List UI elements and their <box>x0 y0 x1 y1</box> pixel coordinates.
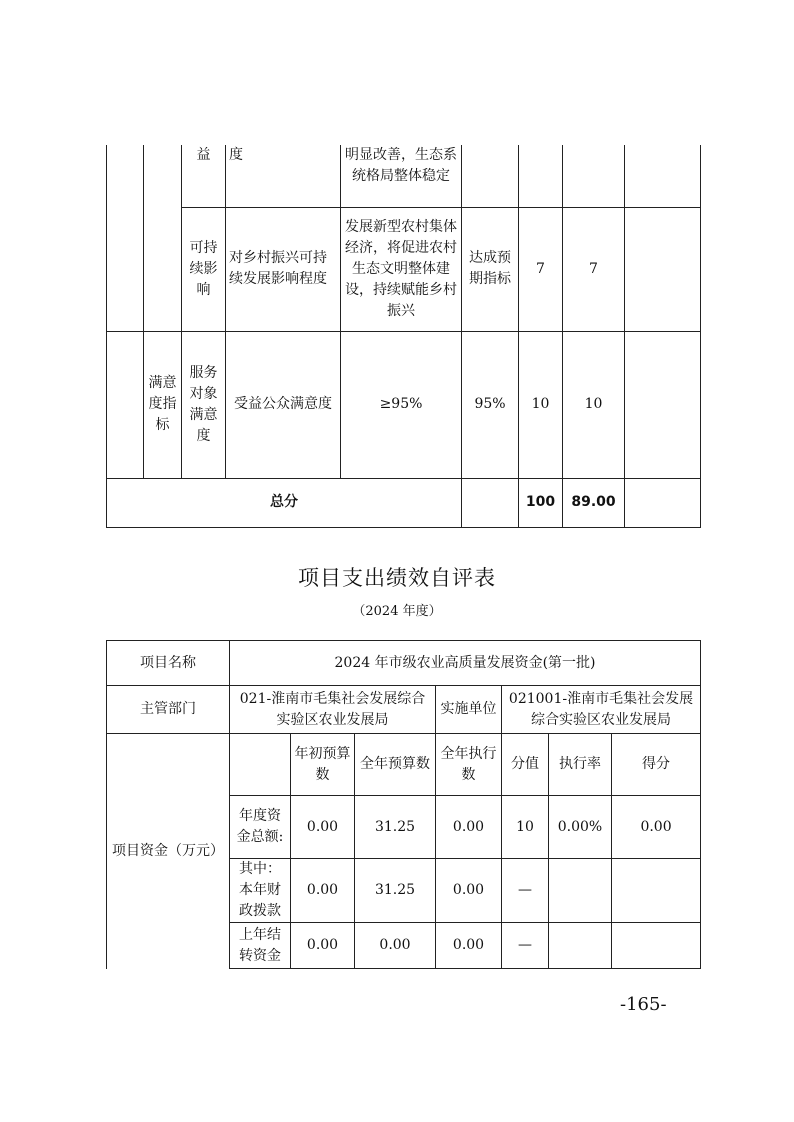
table-cell: 满意度指标 <box>144 331 182 478</box>
table-cell: 0.00 <box>355 923 436 969</box>
table-cell <box>625 331 701 478</box>
table-cell: 7 <box>563 207 625 331</box>
table-cell: — <box>502 923 549 969</box>
table-cell <box>625 478 701 527</box>
table-cell: 10 <box>563 331 625 478</box>
impl-label: 实施单位 <box>436 686 502 734</box>
project-name-label: 项目名称 <box>107 641 230 686</box>
table-row <box>107 641 701 686</box>
table-cell: 0.00 <box>436 796 502 859</box>
header-cell: 分值 <box>502 734 549 796</box>
table-row <box>107 686 701 734</box>
table-row <box>107 207 701 331</box>
row-label: 上年结转资金 <box>230 923 291 969</box>
table-cell: 31.25 <box>355 859 436 923</box>
row-label: 其中：本年财政拨款 <box>230 859 291 923</box>
table-cell <box>462 145 519 207</box>
table-cell: — <box>502 859 549 923</box>
table-cell: 10 <box>519 331 563 478</box>
table-cell: 0.00% <box>549 796 612 859</box>
page-number: -165- <box>620 994 667 1015</box>
dept-value: 021-淮南市毛集社会发展综合实验区农业发展局 <box>230 686 436 734</box>
header-cell: 年初预算数 <box>291 734 355 796</box>
total-cell: 100 <box>519 478 563 527</box>
table-cell <box>549 859 612 923</box>
table-cell <box>107 145 144 331</box>
table-cell <box>230 734 291 796</box>
page-subtitle: （2024 年度） <box>352 604 442 619</box>
indicator-table <box>106 145 701 528</box>
table-row <box>107 331 701 478</box>
table-cell: 服务对象满意度 <box>182 331 226 478</box>
table-cell <box>625 207 701 331</box>
table-cell <box>144 145 182 331</box>
self-evaluation-table <box>106 640 701 969</box>
table-cell: 可持续影响 <box>182 207 226 331</box>
table-cell: 度 <box>226 145 341 207</box>
table-cell: 发展新型农村集体经济，将促进农村生态文明整体建设，持续赋能乡村振兴 <box>341 207 462 331</box>
total-label: 总分 <box>107 478 462 527</box>
table-cell: 0.00 <box>612 796 701 859</box>
table-cell: 0.00 <box>436 859 502 923</box>
total-cell: 89.00 <box>563 478 625 527</box>
table-cell <box>563 145 625 207</box>
row-label: 年度资金总额: <box>230 796 291 859</box>
page-title: 项目支出绩效自评表 <box>298 566 496 590</box>
table-cell: 受益公众满意度 <box>226 331 341 478</box>
table-cell: 31.25 <box>355 796 436 859</box>
table-cell <box>107 331 144 478</box>
table-cell: 7 <box>519 207 563 331</box>
impl-value: 021001-淮南市毛集社会发展综合实验区农业发展局 <box>502 686 701 734</box>
table-row <box>107 145 701 207</box>
table-cell: ≥95% <box>341 331 462 478</box>
table-cell: 益 <box>182 145 226 207</box>
project-name-value: 2024 年市级农业高质量发展资金(第一批) <box>230 641 701 686</box>
header-cell: 得分 <box>612 734 701 796</box>
table-cell <box>519 145 563 207</box>
table-cell: 95% <box>462 331 519 478</box>
header-cell: 全年执行数 <box>436 734 502 796</box>
table-cell <box>612 859 701 923</box>
table-cell: 对乡村振兴可持续发展影响程度 <box>226 207 341 331</box>
table-cell <box>549 923 612 969</box>
table-row <box>107 734 701 796</box>
table-cell <box>625 145 701 207</box>
table-row <box>107 478 701 527</box>
table-cell: 0.00 <box>291 859 355 923</box>
table-cell <box>462 478 519 527</box>
dept-label: 主管部门 <box>107 686 230 734</box>
table-cell: 10 <box>502 796 549 859</box>
header-cell: 全年预算数 <box>355 734 436 796</box>
table-cell: 0.00 <box>291 923 355 969</box>
table-cell: 0.00 <box>436 923 502 969</box>
funds-label: 项目资金（万元） <box>107 734 230 969</box>
table-cell: 明显改善，生态系统格局整体稳定 <box>341 145 462 207</box>
header-cell: 执行率 <box>549 734 612 796</box>
table-cell <box>612 923 701 969</box>
table-cell: 0.00 <box>291 796 355 859</box>
table-cell: 达成预期指标 <box>462 207 519 331</box>
